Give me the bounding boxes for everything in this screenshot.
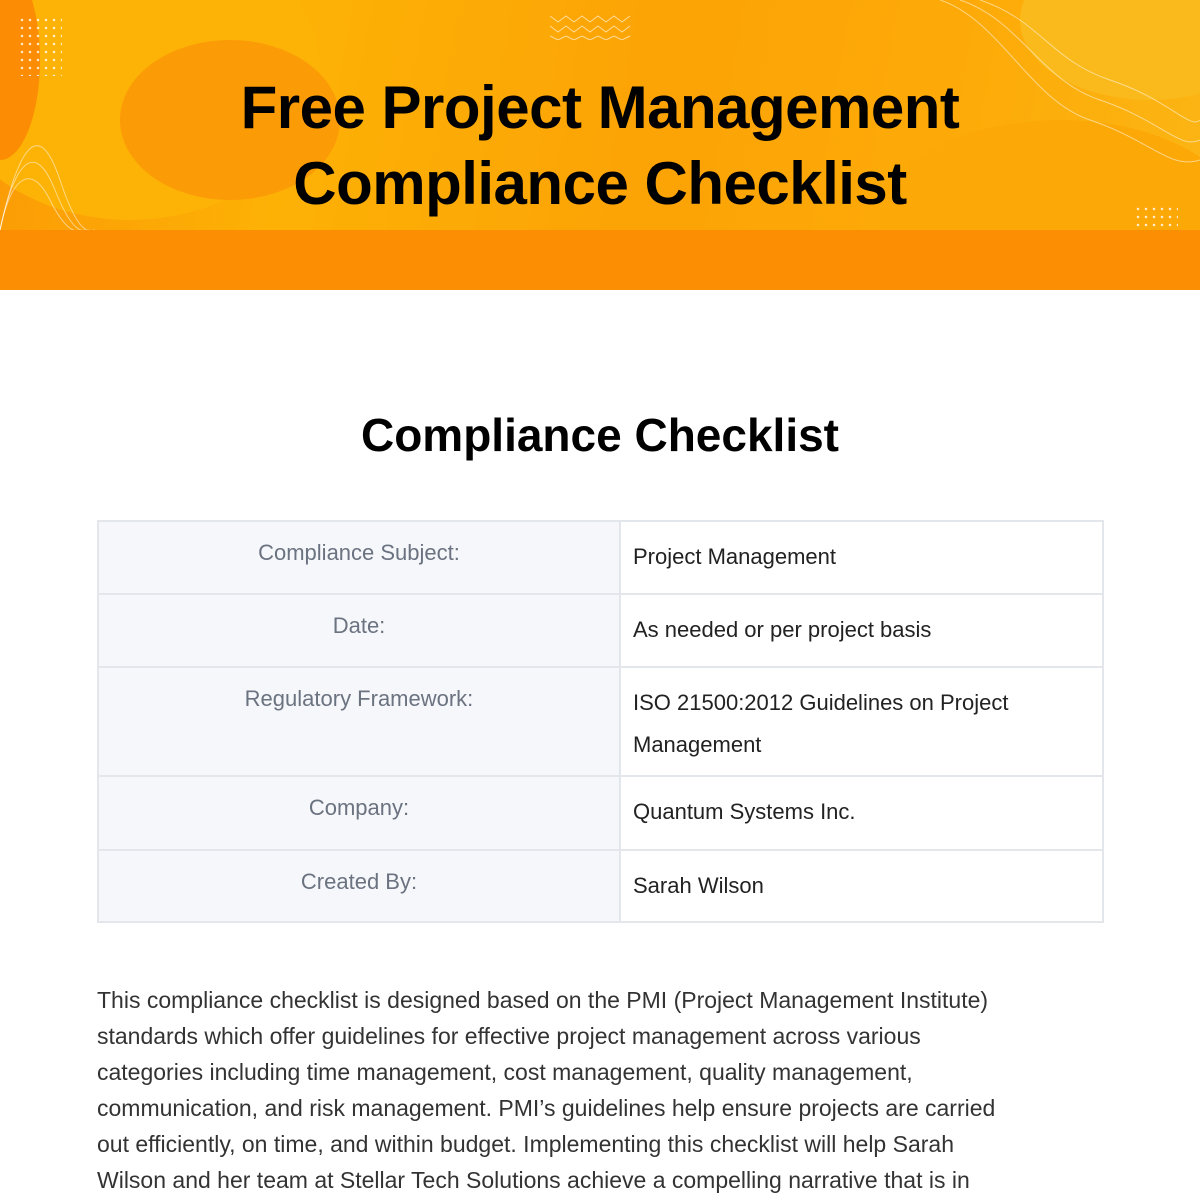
info-table xyxy=(97,520,1104,923)
table-row xyxy=(98,521,1103,594)
paragraph-line: categories including time management, cost management, quality management, xyxy=(97,1059,913,1085)
table-row xyxy=(98,776,1103,850)
zigzag-pattern xyxy=(550,12,635,40)
intro-paragraph xyxy=(97,982,1107,1198)
dots-pattern xyxy=(18,16,62,76)
header-strip xyxy=(0,230,1200,290)
header-banner xyxy=(0,0,1200,230)
paragraph-line: This compliance checklist is designed based on the PMI (Project Management Institute) xyxy=(97,987,989,1013)
row-value: Project Management xyxy=(620,521,1103,594)
row-label: Company: xyxy=(98,776,620,850)
page-title xyxy=(0,70,1200,222)
paragraph-line: standards which offer guidelines for effective project management across various xyxy=(97,1023,921,1049)
row-label: Date: xyxy=(98,594,620,667)
row-value: As needed or per project basis xyxy=(620,594,1103,667)
row-label: Regulatory Framework: xyxy=(98,667,620,776)
table-row xyxy=(98,594,1103,667)
paragraph-line: communication, and risk management. PMI’s guidelines help ensure projects are carried xyxy=(97,1095,996,1121)
row-value: Sarah Wilson xyxy=(620,850,1103,922)
paragraph-line: out efficiently, on time, and within budget. Implementing this checklist will help Sarah xyxy=(97,1131,954,1157)
row-value: Quantum Systems Inc. xyxy=(620,776,1103,850)
paragraph-line: Wilson and her team at Stellar Tech Solutions achieve a compelling narrative that is in xyxy=(97,1167,970,1193)
row-label: Created By: xyxy=(98,850,620,922)
table-row xyxy=(98,667,1103,776)
title-line: Free Project Management xyxy=(240,74,960,141)
title-line: Compliance Checklist xyxy=(293,150,907,217)
section-title: Compliance Checklist xyxy=(360,409,840,461)
row-value: ISO 21500:2012 Guidelines on Project Management xyxy=(620,667,1103,776)
row-label: Compliance Subject: xyxy=(98,521,620,594)
table-row xyxy=(98,850,1103,922)
